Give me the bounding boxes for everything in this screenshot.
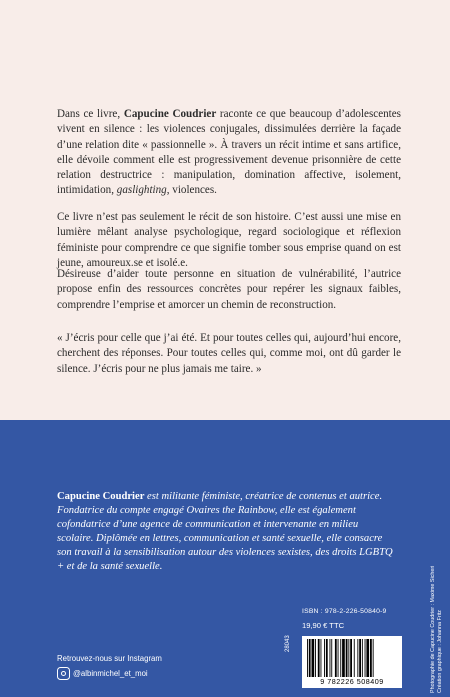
price: 19,90 € TTC bbox=[302, 621, 345, 630]
synopsis-paragraph-2: Ce livre n’est pas seulement le récit de son histoire. C’est aussi une mise en lumière mêlant analyse psychologique, regard sociologique et réflexion féministe pour comprendre ce que signifie tomber sous emprise quand on est jeune, amoureux.se et isolé.e. bbox=[57, 211, 401, 269]
barcode-bar bbox=[354, 639, 355, 677]
barcode-bar bbox=[342, 639, 345, 677]
p1-end: , violences. bbox=[166, 184, 217, 197]
p1-text: raconte ce que beaucoup d’adolescentes vivent en silence : les violences conjugales, dissimulées derrière la façade d’une relation dite « passionnelle ». À travers un récit intime et sans artifice, elle dévoile comment elle est progressivement devenue prisonnière de cette relation destructrice : manipulation, domination affective, isolement, intimidation, bbox=[57, 108, 401, 197]
barcode-bar bbox=[348, 639, 349, 677]
barcode-bar bbox=[335, 639, 337, 677]
barcode-bar bbox=[307, 639, 308, 677]
barcode-bar bbox=[362, 639, 363, 677]
credits bbox=[430, 566, 444, 693]
barcode-bar bbox=[365, 639, 366, 677]
barcode-bar bbox=[373, 639, 374, 677]
barcode-bar bbox=[324, 639, 325, 677]
synopsis-paragraph-1 bbox=[57, 107, 401, 199]
author-name: Capucine Coudrier bbox=[123, 108, 217, 120]
author-quote: « J’écris pour celle que j’ai été. Et pour toutes celles qui, aujourd’hui encore, cherchent des réponses. Pour toutes celles qui, comme moi, ont dû garder le silence. J’écris pour ne plus jamais me taire. » bbox=[57, 332, 401, 375]
barcode-bar bbox=[309, 639, 311, 677]
instagram-handle-row[interactable] bbox=[57, 667, 148, 680]
barcode-bar bbox=[315, 639, 316, 677]
barcode-bar bbox=[359, 639, 361, 677]
p1-intro: Dans ce livre, bbox=[57, 108, 124, 120]
barcode bbox=[302, 636, 402, 688]
isbn: ISBN : 978-2-226-50840-9 bbox=[302, 608, 387, 615]
author-bio bbox=[57, 490, 397, 575]
credits-photo: Photographie de Capucine Coudrier : Maxime Sicheri bbox=[430, 565, 436, 693]
barcode-bar bbox=[350, 639, 352, 677]
barcode-bar bbox=[312, 639, 315, 677]
barcode-bar bbox=[330, 639, 331, 677]
barcode-bar bbox=[338, 639, 339, 677]
instagram-prompt: Retrouvez-nous sur Instagram bbox=[57, 654, 162, 663]
barcode-bar bbox=[321, 639, 322, 677]
barcode-bar bbox=[357, 639, 358, 677]
instagram-icon bbox=[57, 667, 70, 680]
barcode-bar bbox=[366, 639, 369, 677]
bio-name: Capucine Coudrier bbox=[57, 491, 145, 502]
credits-design: Création graphique : Johanna Fritz bbox=[437, 609, 443, 693]
instagram-handle[interactable]: @albinmichel_et_moi bbox=[73, 669, 148, 678]
barcode-bar bbox=[318, 639, 320, 677]
synopsis-paragraph-3: Désireuse d’aider toute personne en situation de vulnérabilité, l’autrice propose enfin des ressources concrètes pour repérer les signaux faibles, comprendre l’emprise et amorcer un chemin de reconstruction. bbox=[57, 268, 401, 311]
p1-italic: gaslighting bbox=[116, 184, 167, 197]
barcode-bars bbox=[307, 639, 397, 677]
barcode-bar bbox=[340, 639, 341, 677]
barcode-bar bbox=[326, 639, 328, 677]
barcode-bar bbox=[331, 639, 332, 677]
bio-text: est militante féministe, créatrice de contenus et autrice. Fondatrice du compte engagé Ovaires the Rainbow, elle est également cofondatrice d’une agence de communication et intervenante en milieu scolaire. Diplômée en lettres, communication et santé sexuelle, elle consacre son travail à la sensibilisation autour des violences sexistes, des droits LGBTQ + et de la santé sexuelle. bbox=[57, 491, 393, 573]
product-code: 28043 bbox=[285, 635, 291, 652]
barcode-number: 9 782226 508409 bbox=[320, 677, 384, 686]
barcode-bar bbox=[370, 639, 372, 677]
barcode-bar bbox=[346, 639, 348, 677]
